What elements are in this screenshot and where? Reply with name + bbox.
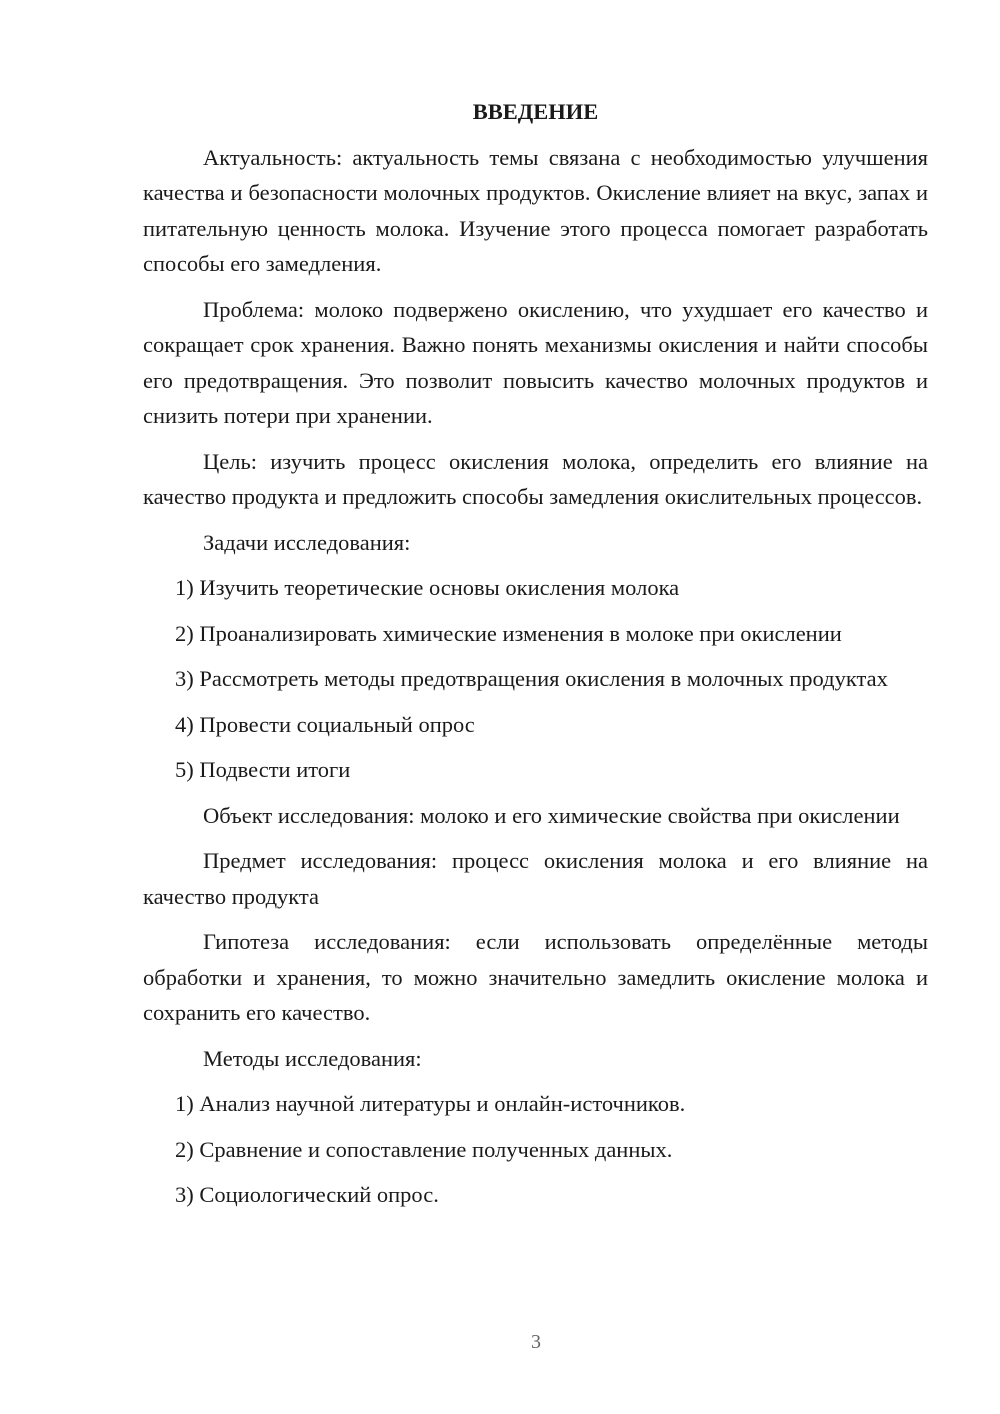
list-item: 4) Провести социальный опрос	[175, 711, 475, 737]
paragraph-subject: Предмет исследования: процесс окисления молока и его влияние на качество продукта	[143, 848, 928, 909]
paragraph-goal: Цель: изучить процесс окисления молока, определить его влияние на качество продукта и предложить способы замедления окислительных процессов.	[143, 448, 928, 509]
methods-heading: Методы исследования:	[203, 1045, 422, 1071]
tasks-heading: Задачи исследования:	[203, 529, 411, 555]
paragraph-hypothesis: Гипотеза исследования: если использовать определённые методы обработки и хранения, то можно значительно замедлить окисление молока и сохранить его качество.	[143, 929, 928, 1025]
tasks-list	[143, 570, 928, 788]
list-item: 1) Изучить теоретические основы окисления молока	[175, 575, 680, 600]
paragraph-relevance: Актуальность: актуальность темы связана с необходимостью улучшения качества и безопасности молочных продуктов. Окисление влияет на вкус, запах и питательную ценность молока. Изучение этого процесса помогает разработать способы его замедления.	[143, 144, 928, 276]
document-body	[143, 94, 928, 1223]
list-item: 3) Рассмотреть методы предотвращения окисления в молочных продуктах	[175, 666, 888, 691]
paragraph-problem: Проблема: молоко подвержено окислению, что ухудшает его качество и сокращает срок хранения. Важно понять механизмы окисления и найти способы его предотвращения. Это позволит повысить качество молочных продуктов и снизить потери при хранении.	[143, 296, 928, 428]
list-item: 2) Сравнение и сопоставление полученных данных.	[175, 1136, 673, 1162]
list-item: 5) Подвести итоги	[175, 757, 351, 782]
methods-list	[143, 1086, 928, 1213]
list-item: 3) Социологический опрос.	[175, 1182, 439, 1207]
page-number: 3	[531, 1331, 541, 1353]
list-item: 1) Анализ научной литературы и онлайн-источников.	[175, 1091, 686, 1116]
paragraph-object: Объект исследования: молоко и его химические свойства при окислении	[203, 802, 900, 828]
section-title: ВВЕДЕНИЕ	[472, 99, 599, 124]
list-item: 2) Проанализировать химические изменения в молоке при окислении	[175, 620, 842, 646]
